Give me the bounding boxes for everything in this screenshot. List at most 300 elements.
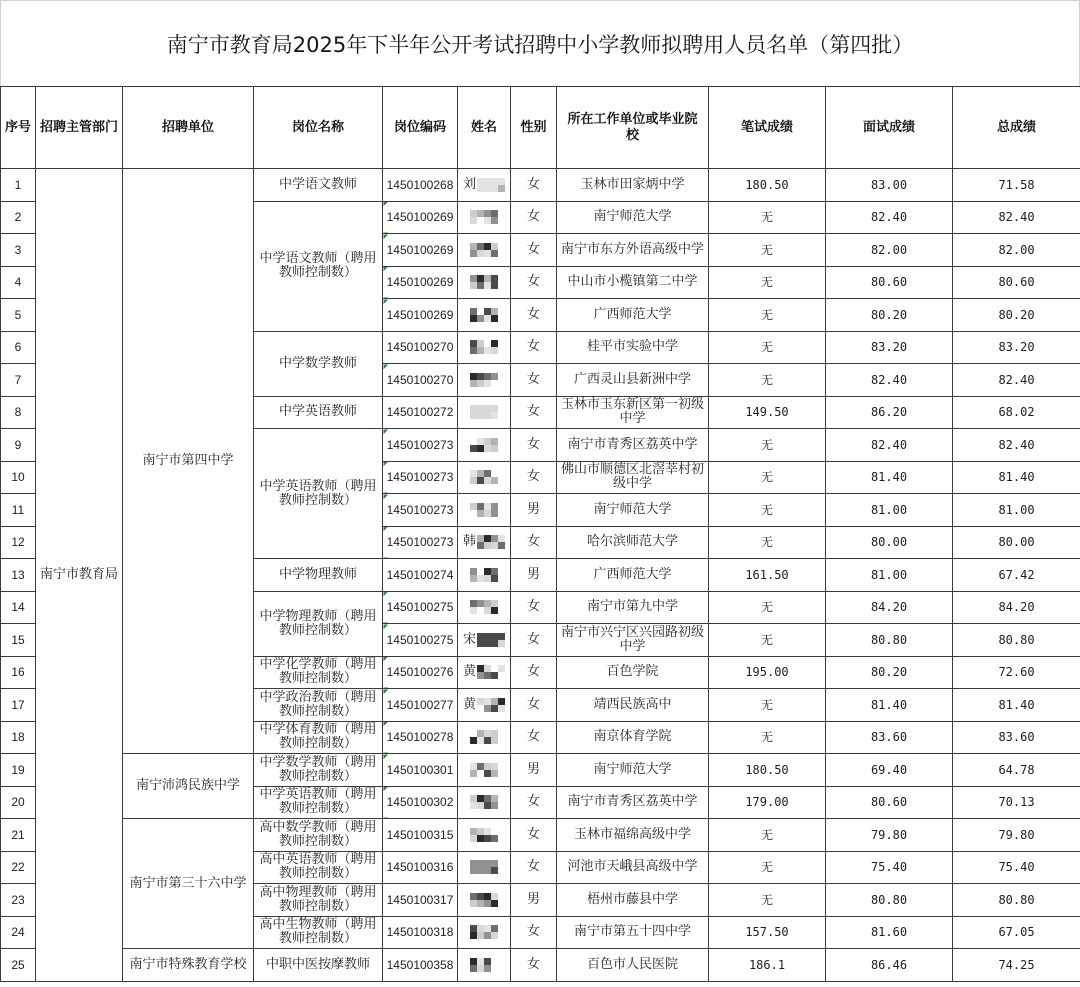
cell-gender: 男 (511, 559, 557, 592)
mosaic-block (477, 210, 484, 217)
mosaic-block (491, 607, 498, 614)
name-mosaic (477, 665, 505, 679)
cell-name (458, 884, 511, 917)
cell-post: 高中物理教师（聘用教师控制数） (254, 884, 383, 917)
mosaic-block (470, 607, 477, 614)
cell-post: 中学英语教师（聘用教师控制数） (254, 786, 383, 819)
cell-school: 河池市天峨县高级中学 (557, 851, 709, 884)
cell-name (458, 689, 511, 722)
mosaic-block (484, 640, 491, 647)
cell-department: 南宁市教育局 (36, 169, 123, 982)
mosaic-block (491, 445, 498, 452)
cell-gender: 男 (511, 754, 557, 787)
cell-total-score: 82.40 (953, 201, 1080, 234)
mosaic-block (477, 243, 484, 250)
mosaic-block (484, 445, 491, 452)
table-row (1, 169, 1080, 202)
cell-no: 3 (1, 234, 36, 267)
mosaic-block (470, 503, 477, 510)
mosaic-block (484, 503, 491, 510)
cell-school: 玉林市玉东新区第一初级中学 (557, 396, 709, 429)
cell-name (458, 494, 511, 527)
mosaic-block (470, 315, 477, 322)
name-visible-char: 韩 (462, 534, 476, 549)
mosaic-block (491, 900, 498, 907)
mosaic-block (491, 477, 498, 484)
cell-post: 中学物理教师 (254, 559, 383, 592)
name-mosaic (470, 275, 498, 289)
mosaic-block (477, 795, 484, 802)
mosaic-block (470, 445, 477, 452)
mosaic-block (498, 665, 505, 672)
cell-name (458, 396, 511, 429)
cell-total-score: 80.80 (953, 624, 1080, 657)
cell-school: 南宁市东方外语高级中学 (557, 234, 709, 267)
cell-name (458, 754, 511, 787)
mosaic-block (477, 867, 484, 874)
cell-interview-score: 82.40 (826, 201, 953, 234)
cell-code: 1450100276 (383, 656, 458, 689)
mosaic-block (498, 542, 505, 549)
mosaic-block (491, 185, 498, 192)
hire-list-table (0, 86, 1080, 982)
cell-name (458, 299, 511, 332)
cell-total-score: 82.40 (953, 364, 1080, 397)
mosaic-block (477, 308, 484, 315)
cell-total-score: 80.00 (953, 526, 1080, 559)
mosaic-block (470, 965, 477, 972)
cell-code: 1450100316 (383, 851, 458, 884)
cell-no: 20 (1, 786, 36, 819)
cell-code: 1450100277 (383, 689, 458, 722)
cell-interview-score: 86.46 (826, 949, 953, 982)
mosaic-block (491, 965, 498, 972)
mosaic-block (484, 965, 491, 972)
cell-post: 中学物理教师（聘用教师控制数） (254, 591, 383, 656)
mosaic-block (470, 575, 477, 582)
mosaic-block (477, 965, 484, 972)
mosaic-block (477, 698, 484, 705)
mosaic-block (477, 860, 484, 867)
mosaic-block (477, 477, 484, 484)
mosaic-block (470, 828, 477, 835)
mosaic-block (491, 665, 498, 672)
cell-no: 14 (1, 591, 36, 624)
cell-gender: 女 (511, 656, 557, 689)
cell-total-score: 67.05 (953, 916, 1080, 949)
mosaic-block (491, 470, 498, 477)
mosaic-block (477, 542, 484, 549)
header-row (1, 87, 1080, 169)
cell-no: 6 (1, 331, 36, 364)
mosaic-block (491, 568, 498, 575)
mosaic-block (484, 315, 491, 322)
mosaic-block (470, 737, 477, 744)
mosaic-block (477, 925, 484, 932)
cell-name (458, 526, 511, 559)
cell-name (458, 559, 511, 592)
mosaic-block (491, 640, 498, 647)
mosaic-block (477, 633, 484, 640)
cell-name (458, 201, 511, 234)
mosaic-block (484, 925, 491, 932)
mosaic-block (491, 405, 498, 412)
cell-total-score: 67.42 (953, 559, 1080, 592)
mosaic-block (484, 575, 491, 582)
mosaic-block (477, 607, 484, 614)
cell-interview-score: 82.40 (826, 429, 953, 462)
cell-name (458, 916, 511, 949)
mosaic-block (484, 210, 491, 217)
cell-code: 1450100302 (383, 786, 458, 819)
name-visible-char: 宋 (462, 631, 476, 647)
mosaic-block (491, 340, 498, 347)
mosaic-block (477, 900, 484, 907)
cell-name (458, 331, 511, 364)
cell-code: 1450100317 (383, 884, 458, 917)
mosaic-block (477, 737, 484, 744)
mosaic-block (477, 640, 484, 647)
cell-code: 1450100358 (383, 949, 458, 982)
mosaic-block (484, 835, 491, 842)
mosaic-block (470, 860, 477, 867)
mosaic-block (477, 340, 484, 347)
cell-school: 南宁师范大学 (557, 201, 709, 234)
mosaic-block (477, 893, 484, 900)
cell-gender: 女 (511, 169, 557, 202)
header-interview-score: 面试成绩 (826, 87, 953, 169)
name-mosaic (470, 308, 498, 322)
name-mosaic (477, 633, 505, 647)
mosaic-block (491, 698, 498, 705)
mosaic-block (484, 958, 491, 965)
mosaic-block (491, 893, 498, 900)
header-department: 招聘主管部门 (36, 87, 123, 169)
cell-name (458, 429, 511, 462)
mosaic-block (491, 535, 498, 542)
mosaic-block (484, 698, 491, 705)
cell-code: 1450100273 (383, 461, 458, 494)
mosaic-block (491, 373, 498, 380)
mosaic-block (484, 607, 491, 614)
cell-school: 玉林市田家炳中学 (557, 169, 709, 202)
mosaic-block (477, 730, 484, 737)
cell-gender: 女 (511, 234, 557, 267)
cell-written-score: 161.50 (709, 559, 826, 592)
mosaic-block (484, 438, 491, 445)
cell-code: 1450100269 (383, 266, 458, 299)
cell-total-score: 83.20 (953, 331, 1080, 364)
mosaic-block (484, 243, 491, 250)
cell-written-score: 无 (709, 851, 826, 884)
cell-school: 广西灵山县新洲中学 (557, 364, 709, 397)
cell-written-score: 180.50 (709, 169, 826, 202)
cell-written-score: 无 (709, 591, 826, 624)
cell-name (458, 234, 511, 267)
name-mosaic (470, 925, 498, 939)
mosaic-block (470, 380, 477, 387)
cell-school: 南宁市第五十四中学 (557, 916, 709, 949)
cell-no: 4 (1, 266, 36, 299)
mosaic-block (477, 405, 484, 412)
cell-gender: 女 (511, 721, 557, 754)
cell-post: 中职中医按摩教师 (254, 949, 383, 982)
mosaic-block (484, 900, 491, 907)
cell-total-score: 74.25 (953, 949, 1080, 982)
mosaic-block (498, 185, 505, 192)
name-mosaic (470, 763, 498, 777)
cell-gender: 女 (511, 786, 557, 819)
mosaic-block (484, 308, 491, 315)
mosaic-block (477, 802, 484, 809)
name-mosaic (477, 178, 505, 192)
mosaic-block (491, 932, 498, 939)
mosaic-block (477, 535, 484, 542)
cell-written-score: 无 (709, 331, 826, 364)
cell-no: 19 (1, 754, 36, 787)
cell-school: 佛山市顺德区北滘莘村初级中学 (557, 461, 709, 494)
name-mosaic (470, 795, 498, 809)
cell-written-score: 无 (709, 299, 826, 332)
cell-gender: 女 (511, 331, 557, 364)
cell-school: 南宁市青秀区荔英中学 (557, 429, 709, 462)
cell-no: 24 (1, 916, 36, 949)
cell-unit: 南宁市第四中学 (123, 169, 254, 754)
mosaic-block (484, 380, 491, 387)
cell-total-score: 80.80 (953, 884, 1080, 917)
cell-written-score: 无 (709, 429, 826, 462)
cell-post: 中学英语教师 (254, 396, 383, 429)
cell-school: 广西师范大学 (557, 559, 709, 592)
mosaic-block (470, 308, 477, 315)
cell-name (458, 461, 511, 494)
cell-name (458, 786, 511, 819)
mosaic-block (470, 795, 477, 802)
cell-written-score: 无 (709, 689, 826, 722)
cell-written-score: 无 (709, 201, 826, 234)
mosaic-block (491, 860, 498, 867)
cell-interview-score: 84.20 (826, 591, 953, 624)
cell-code: 1450100270 (383, 331, 458, 364)
name-mosaic (470, 438, 498, 452)
mosaic-block (498, 640, 505, 647)
cell-total-score: 71.58 (953, 169, 1080, 202)
cell-written-score: 186.1 (709, 949, 826, 982)
mosaic-block (491, 438, 498, 445)
cell-school: 靖西民族高中 (557, 689, 709, 722)
cell-school: 南宁市青秀区荔英中学 (557, 786, 709, 819)
mosaic-block (470, 835, 477, 842)
mosaic-block (491, 217, 498, 224)
cell-written-score: 无 (709, 364, 826, 397)
mosaic-block (477, 932, 484, 939)
mosaic-block (477, 763, 484, 770)
mosaic-block (477, 705, 484, 712)
cell-name (458, 624, 511, 657)
cell-interview-score: 80.60 (826, 266, 953, 299)
cell-unit: 南宁市特殊教育学校 (123, 949, 254, 982)
name-mosaic (470, 470, 498, 484)
cell-no: 5 (1, 299, 36, 332)
mosaic-block (477, 373, 484, 380)
mosaic-block (491, 600, 498, 607)
mosaic-block (477, 250, 484, 257)
cell-gender: 女 (511, 851, 557, 884)
cell-no: 18 (1, 721, 36, 754)
mosaic-block (484, 178, 491, 185)
cell-no: 11 (1, 494, 36, 527)
mosaic-block (491, 763, 498, 770)
mosaic-block (491, 308, 498, 315)
mosaic-block (477, 470, 484, 477)
mosaic-block (477, 178, 484, 185)
cell-no: 16 (1, 656, 36, 689)
mosaic-block (498, 178, 505, 185)
cell-school: 梧州市藤县中学 (557, 884, 709, 917)
cell-written-score: 无 (709, 721, 826, 754)
cell-name (458, 949, 511, 982)
mosaic-block (470, 958, 477, 965)
cell-name (458, 266, 511, 299)
mosaic-block (491, 347, 498, 354)
cell-interview-score: 80.80 (826, 624, 953, 657)
header-total-score: 总成绩 (953, 87, 1080, 169)
mosaic-block (491, 575, 498, 582)
cell-no: 9 (1, 429, 36, 462)
cell-gender: 女 (511, 526, 557, 559)
mosaic-block (470, 438, 477, 445)
mosaic-block (484, 802, 491, 809)
cell-written-score: 无 (709, 819, 826, 852)
mosaic-block (484, 860, 491, 867)
cell-gender: 女 (511, 429, 557, 462)
cell-gender: 女 (511, 266, 557, 299)
mosaic-block (491, 958, 498, 965)
name-mosaic (470, 210, 498, 224)
cell-school: 南宁师范大学 (557, 754, 709, 787)
mosaic-block (484, 705, 491, 712)
cell-total-score: 64.78 (953, 754, 1080, 787)
header-post: 岗位名称 (254, 87, 383, 169)
cell-post: 中学政治教师（聘用教师控制数） (254, 689, 383, 722)
mosaic-block (491, 835, 498, 842)
cell-unit: 南宁市第三十六中学 (123, 819, 254, 949)
mosaic-block (491, 867, 498, 874)
cell-code: 1450100273 (383, 429, 458, 462)
mosaic-block (484, 672, 491, 679)
cell-interview-score: 83.60 (826, 721, 953, 754)
header-school: 所在工作单位或毕业院校 (557, 87, 709, 169)
mosaic-block (470, 405, 477, 412)
mosaic-block (477, 770, 484, 777)
mosaic-block (470, 568, 477, 575)
mosaic-block (484, 633, 491, 640)
cell-no: 23 (1, 884, 36, 917)
cell-gender: 女 (511, 299, 557, 332)
cell-no: 2 (1, 201, 36, 234)
cell-interview-score: 81.00 (826, 494, 953, 527)
cell-post: 高中生物教师（聘用教师控制数） (254, 916, 383, 949)
cell-total-score: 83.60 (953, 721, 1080, 754)
mosaic-block (498, 705, 505, 712)
cell-written-score: 无 (709, 494, 826, 527)
mosaic-block (484, 568, 491, 575)
cell-gender: 女 (511, 916, 557, 949)
mosaic-block (470, 893, 477, 900)
mosaic-block (477, 665, 484, 672)
cell-interview-score: 80.20 (826, 656, 953, 689)
mosaic-block (470, 347, 477, 354)
cell-gender: 女 (511, 461, 557, 494)
cell-written-score: 157.50 (709, 916, 826, 949)
mosaic-block (470, 932, 477, 939)
name-mosaic (477, 698, 505, 712)
cell-no: 22 (1, 851, 36, 884)
cell-gender: 男 (511, 884, 557, 917)
cell-interview-score: 79.80 (826, 819, 953, 852)
name-mosaic (470, 568, 498, 582)
mosaic-block (491, 510, 498, 517)
cell-name (458, 364, 511, 397)
cell-code: 1450100274 (383, 559, 458, 592)
header-code: 岗位编码 (383, 87, 458, 169)
cell-code: 1450100275 (383, 624, 458, 657)
cell-total-score: 81.40 (953, 461, 1080, 494)
cell-total-score: 68.02 (953, 396, 1080, 429)
cell-total-score: 82.40 (953, 429, 1080, 462)
mosaic-block (470, 470, 477, 477)
cell-written-score: 无 (709, 266, 826, 299)
cell-school: 百色市人民医院 (557, 949, 709, 982)
mosaic-block (477, 412, 484, 419)
name-mosaic (470, 503, 498, 517)
cell-post: 中学数学教师 (254, 331, 383, 396)
mosaic-block (498, 535, 505, 542)
mosaic-block (484, 217, 491, 224)
mosaic-block (477, 347, 484, 354)
cell-post: 中学语文教师 (254, 169, 383, 202)
table-row (1, 949, 1080, 982)
cell-interview-score: 82.40 (826, 364, 953, 397)
cell-interview-score: 80.00 (826, 526, 953, 559)
mosaic-block (491, 770, 498, 777)
cell-interview-score: 81.60 (826, 916, 953, 949)
cell-post: 中学英语教师（聘用教师控制数） (254, 429, 383, 559)
cell-name (458, 591, 511, 624)
name-mosaic (470, 405, 498, 419)
cell-school: 哈尔滨师范大学 (557, 526, 709, 559)
cell-gender: 女 (511, 819, 557, 852)
cell-name (458, 721, 511, 754)
cell-total-score: 84.20 (953, 591, 1080, 624)
cell-no: 10 (1, 461, 36, 494)
mosaic-block (491, 250, 498, 257)
cell-total-score: 79.80 (953, 819, 1080, 852)
mosaic-block (470, 770, 477, 777)
mosaic-block (477, 503, 484, 510)
cell-code: 1450100269 (383, 234, 458, 267)
cell-written-score: 无 (709, 624, 826, 657)
header-gender: 性别 (511, 87, 557, 169)
cell-total-score: 72.60 (953, 656, 1080, 689)
name-mosaic (470, 828, 498, 842)
cell-interview-score: 83.00 (826, 169, 953, 202)
cell-code: 1450100315 (383, 819, 458, 852)
header-no: 序号 (1, 87, 36, 169)
mosaic-block (470, 412, 477, 419)
mosaic-block (477, 282, 484, 289)
cell-no: 25 (1, 949, 36, 982)
